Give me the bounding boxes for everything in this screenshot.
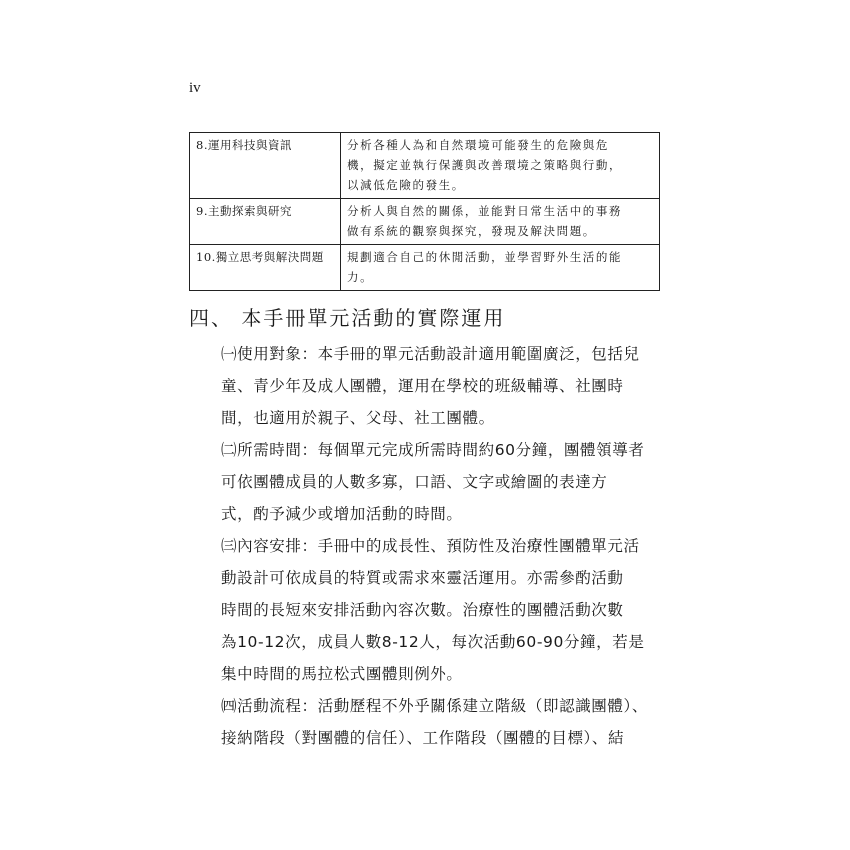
table-row bbox=[190, 245, 660, 291]
paragraph-time-required bbox=[221, 434, 661, 530]
paragraph-content-arrangement bbox=[221, 530, 661, 690]
paragraph-target-audience bbox=[221, 338, 661, 434]
competency-table bbox=[189, 132, 660, 291]
description-line: 分析各種人為和自然環境可能發生的危險與危 bbox=[347, 138, 609, 152]
section-heading: 四、 本手冊單元活動的實際運用 bbox=[189, 306, 506, 330]
paragraph-line: 為10-12次，成員人數8-12人，每次活動60-90分鐘，若是 bbox=[221, 633, 645, 651]
table-row bbox=[190, 133, 660, 199]
description-cell bbox=[341, 245, 660, 291]
paragraph-activity-flow bbox=[221, 690, 661, 754]
description-line: 力。 bbox=[347, 270, 374, 284]
paragraph-line: 間，也適用於親子、父母、社工團體。 bbox=[221, 409, 495, 427]
paragraph-line: ㈣活動流程：活動歷程不外乎關係建立階級（即認識團體）、 bbox=[221, 697, 648, 715]
competency-cell: 9.主動探索與研究 bbox=[190, 199, 341, 245]
table-row bbox=[190, 199, 660, 245]
paragraph-line: 童、青少年及成人團體，運用在學校的班級輔導、社團時 bbox=[221, 377, 624, 395]
competency-cell: 10.獨立思考與解決問題 bbox=[190, 245, 341, 291]
description-line: 做有系統的觀察與探究，發現及解決問題。 bbox=[347, 224, 596, 238]
description-line: 機，擬定並執行保護與改善環境之策略與行動， bbox=[347, 158, 623, 172]
paragraph-line: 式，酌予減少或增加活動的時間。 bbox=[221, 505, 463, 523]
paragraph-line: 動設計可依成員的特質或需求來靈活運用。亦需參酌活動 bbox=[221, 569, 624, 587]
description-cell bbox=[341, 199, 660, 245]
paragraph-line: 可依團體成員的人數多寡，口語、文字或繪圖的表達方 bbox=[221, 473, 608, 491]
paragraph-line: 集中時間的馬拉松式團體則例外。 bbox=[221, 665, 463, 683]
description-cell bbox=[341, 133, 660, 199]
page-number: iv bbox=[189, 80, 201, 96]
paragraph-line: 時間的長短來安排活動內容次數。治療性的團體活動次數 bbox=[221, 601, 624, 619]
competency-cell: 8.運用科技與資訊 bbox=[190, 133, 341, 199]
description-line: 分析人與自然的關係，並能對日常生活中的事務 bbox=[347, 204, 623, 218]
description-line: 規劃適合自己的休閒活動，並學習野外生活的能 bbox=[347, 250, 623, 264]
paragraph-line: ㈠使用對象：本手冊的單元活動設計適用範圍廣泛，包括兒 bbox=[221, 345, 640, 363]
paragraph-line: 接納階段（對團體的信任）、工作階段（團體的目標）、結 bbox=[221, 729, 625, 747]
paragraph-line: ㈢內容安排：手冊中的成長性、預防性及治療性團體單元活 bbox=[221, 537, 640, 555]
description-line: 以減低危險的發生。 bbox=[347, 178, 465, 192]
paragraph-line: ㈡所需時間：每個單元完成所需時間約60分鐘，團體領導者 bbox=[221, 441, 645, 459]
